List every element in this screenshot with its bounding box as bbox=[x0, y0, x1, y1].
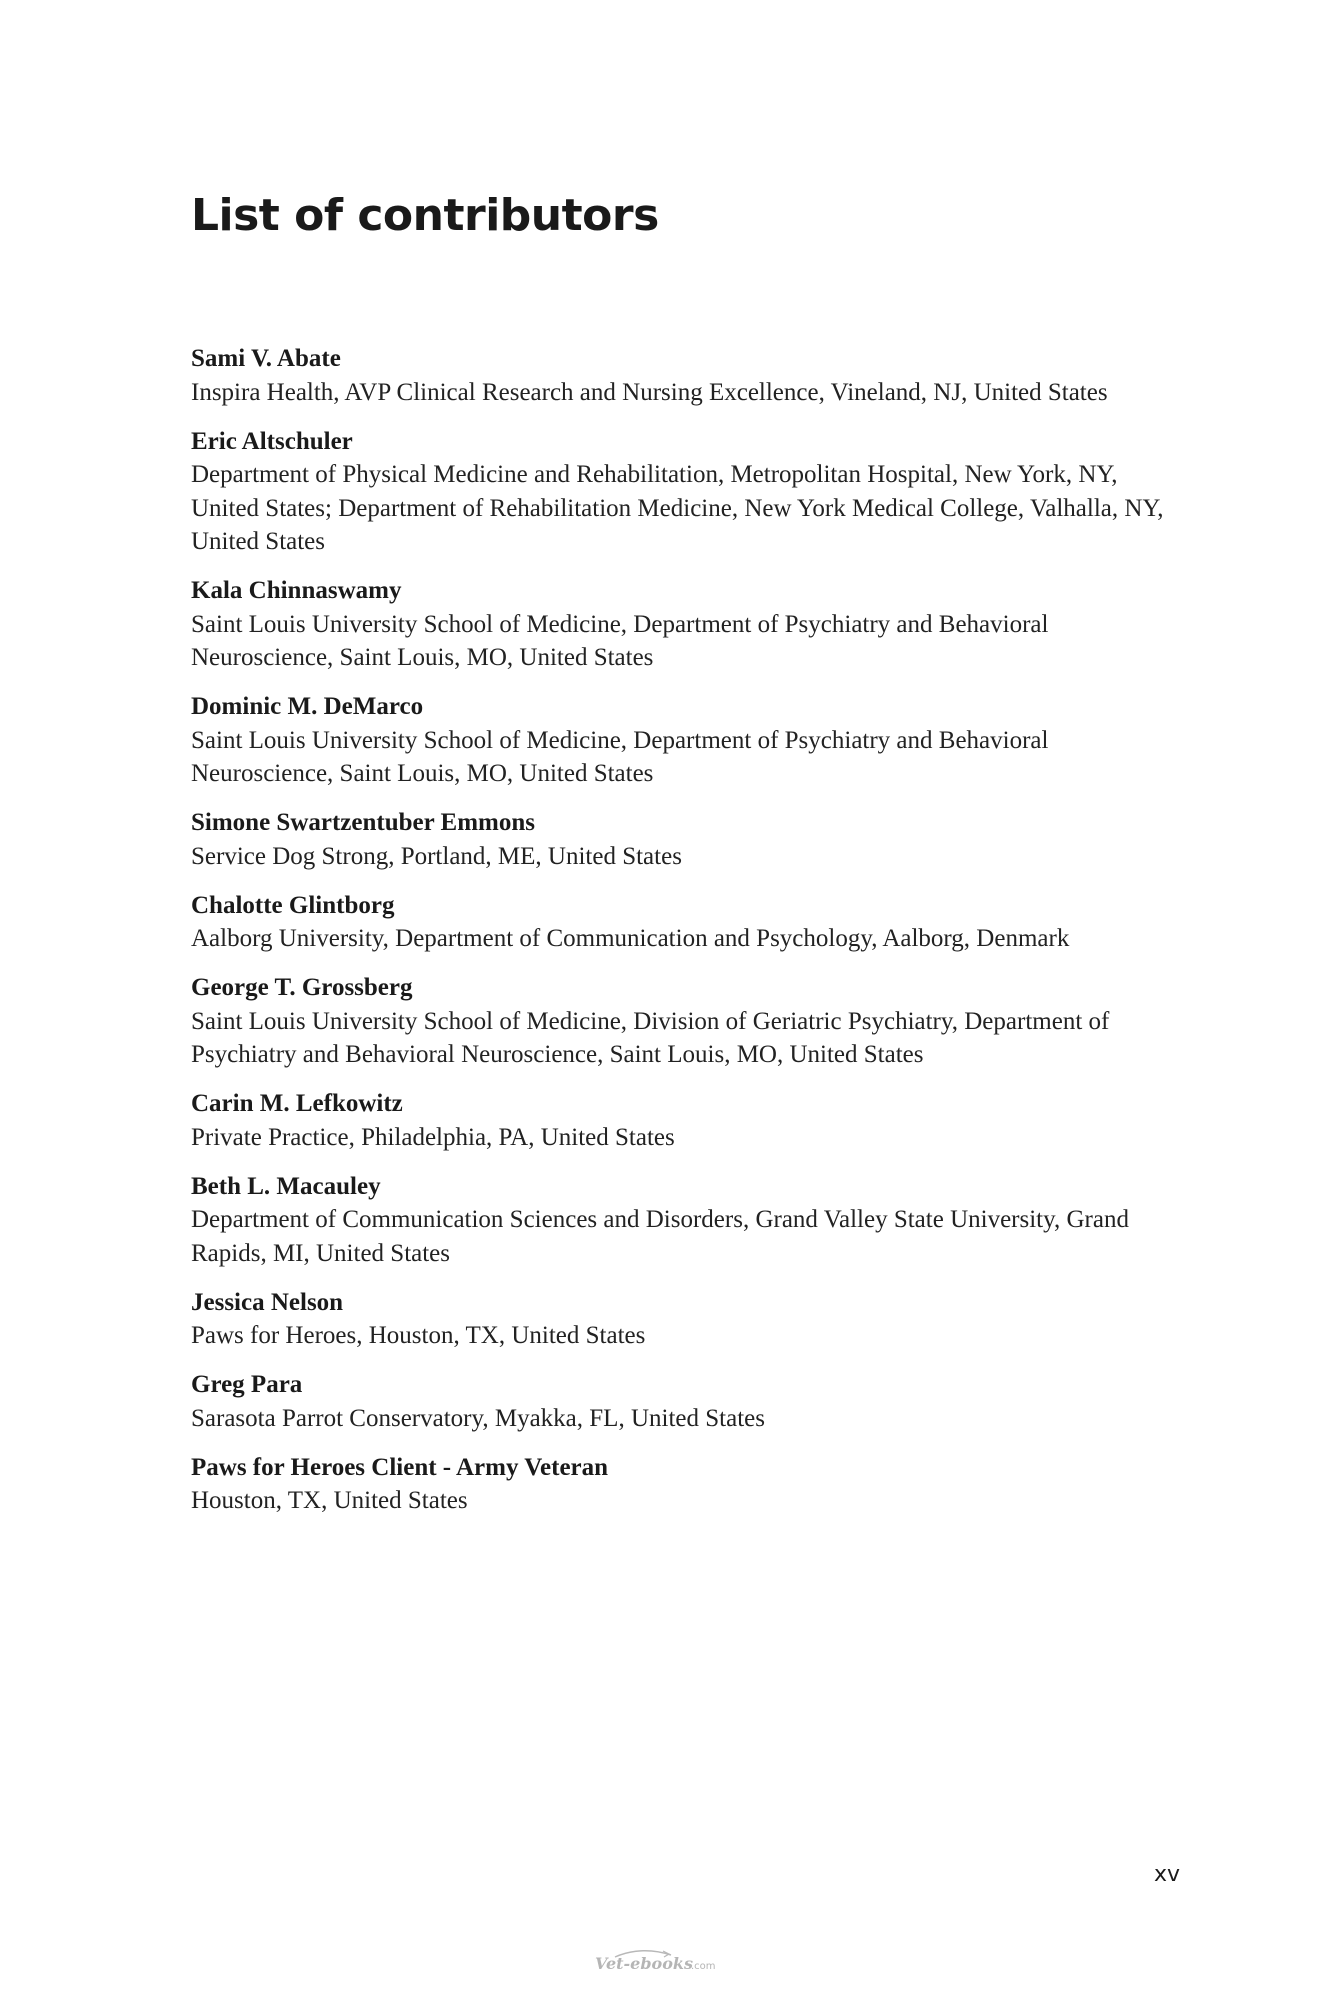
watermark-logo-icon bbox=[593, 1947, 733, 1975]
contributor-name: Dominic M. DeMarco bbox=[191, 693, 424, 720]
contributor-entry bbox=[191, 1286, 1191, 1353]
contributor-entry bbox=[191, 1368, 1191, 1435]
contributor-entry bbox=[191, 425, 1191, 559]
contributor-affiliation: Paws for Heroes, Houston, TX, United States bbox=[191, 1322, 646, 1349]
contributor-list bbox=[191, 342, 1191, 1533]
contributor-name: Chalotte Glintborg bbox=[191, 891, 395, 919]
contributor-entry bbox=[191, 971, 1191, 1072]
contributor-name: Eric Altschuler bbox=[191, 427, 353, 455]
contributor-affiliation: Saint Louis University School of Medicine, Division of Geriatric Psychiatry, Department of Psychiatry and Behavioral Neuroscience, Saint Louis, MO, United States bbox=[191, 1007, 1110, 1068]
contributor-affiliation: Department of Communication Sciences and Disorders, Grand Valley State University, Grand Rapids, MI, United States bbox=[191, 1206, 1129, 1267]
contributor-entry bbox=[191, 806, 1191, 873]
contributor-entry bbox=[191, 342, 1191, 409]
contributor-affiliation: Sarasota Parrot Conservatory, Myakka, FL, United States bbox=[191, 1404, 765, 1432]
contributor-entry bbox=[191, 1170, 1191, 1271]
contributor-entry bbox=[191, 574, 1191, 675]
contributor-entry bbox=[191, 1451, 1191, 1518]
page-number: xv bbox=[1153, 1862, 1180, 1887]
contributor-name: George T. Grossberg bbox=[191, 974, 413, 1001]
contributor-name: Kala Chinnaswamy bbox=[191, 577, 402, 604]
contributor-name: Sami V. Abate bbox=[191, 345, 341, 372]
contributor-affiliation: Saint Louis University School of Medicine, Department of Psychiatry and Behavioral Neuroscience, Saint Louis, MO, United States bbox=[191, 610, 1049, 671]
contributor-name: Greg Para bbox=[191, 1371, 303, 1398]
contributor-name: Simone Swartzentuber Emmons bbox=[191, 809, 535, 836]
contributor-entry bbox=[191, 690, 1191, 791]
contributor-entry bbox=[191, 1087, 1191, 1154]
contributor-affiliation: Houston, TX, United States bbox=[191, 1487, 468, 1514]
contributor-entry bbox=[191, 889, 1191, 956]
contributor-name: Jessica Nelson bbox=[191, 1288, 344, 1316]
svg-text:Vet-ebooks: Vet-ebooks bbox=[595, 1954, 693, 1973]
contributor-affiliation: Aalborg University, Department of Communication and Psychology, Aalborg, Denmark bbox=[191, 925, 1070, 952]
contributor-name: Paws for Heroes Client - Army Veteran bbox=[191, 1453, 609, 1481]
contributor-affiliation: Service Dog Strong, Portland, ME, United States bbox=[191, 842, 682, 870]
svg-text:.com: .com bbox=[691, 1961, 716, 1972]
contributor-affiliation: Private Practice, Philadelphia, PA, United States bbox=[191, 1123, 675, 1151]
page-title: List of contributors bbox=[191, 190, 659, 241]
contributor-name: Beth L. Macauley bbox=[191, 1172, 381, 1200]
contributor-name: Carin M. Lefkowitz bbox=[191, 1090, 403, 1117]
contributor-affiliation: Inspira Health, AVP Clinical Research and Nursing Excellence, Vineland, NJ, United States bbox=[191, 378, 1108, 406]
contributor-affiliation: Saint Louis University School of Medicine, Department of Psychiatry and Behavioral Neuroscience, Saint Louis, MO, United States bbox=[191, 726, 1049, 787]
contributor-affiliation: Department of Physical Medicine and Rehabilitation, Metropolitan Hospital, New York, NY, United States; Department of Rehabilitation Medicine, New York Medical College, Valhalla, NY, United States bbox=[191, 461, 1164, 555]
